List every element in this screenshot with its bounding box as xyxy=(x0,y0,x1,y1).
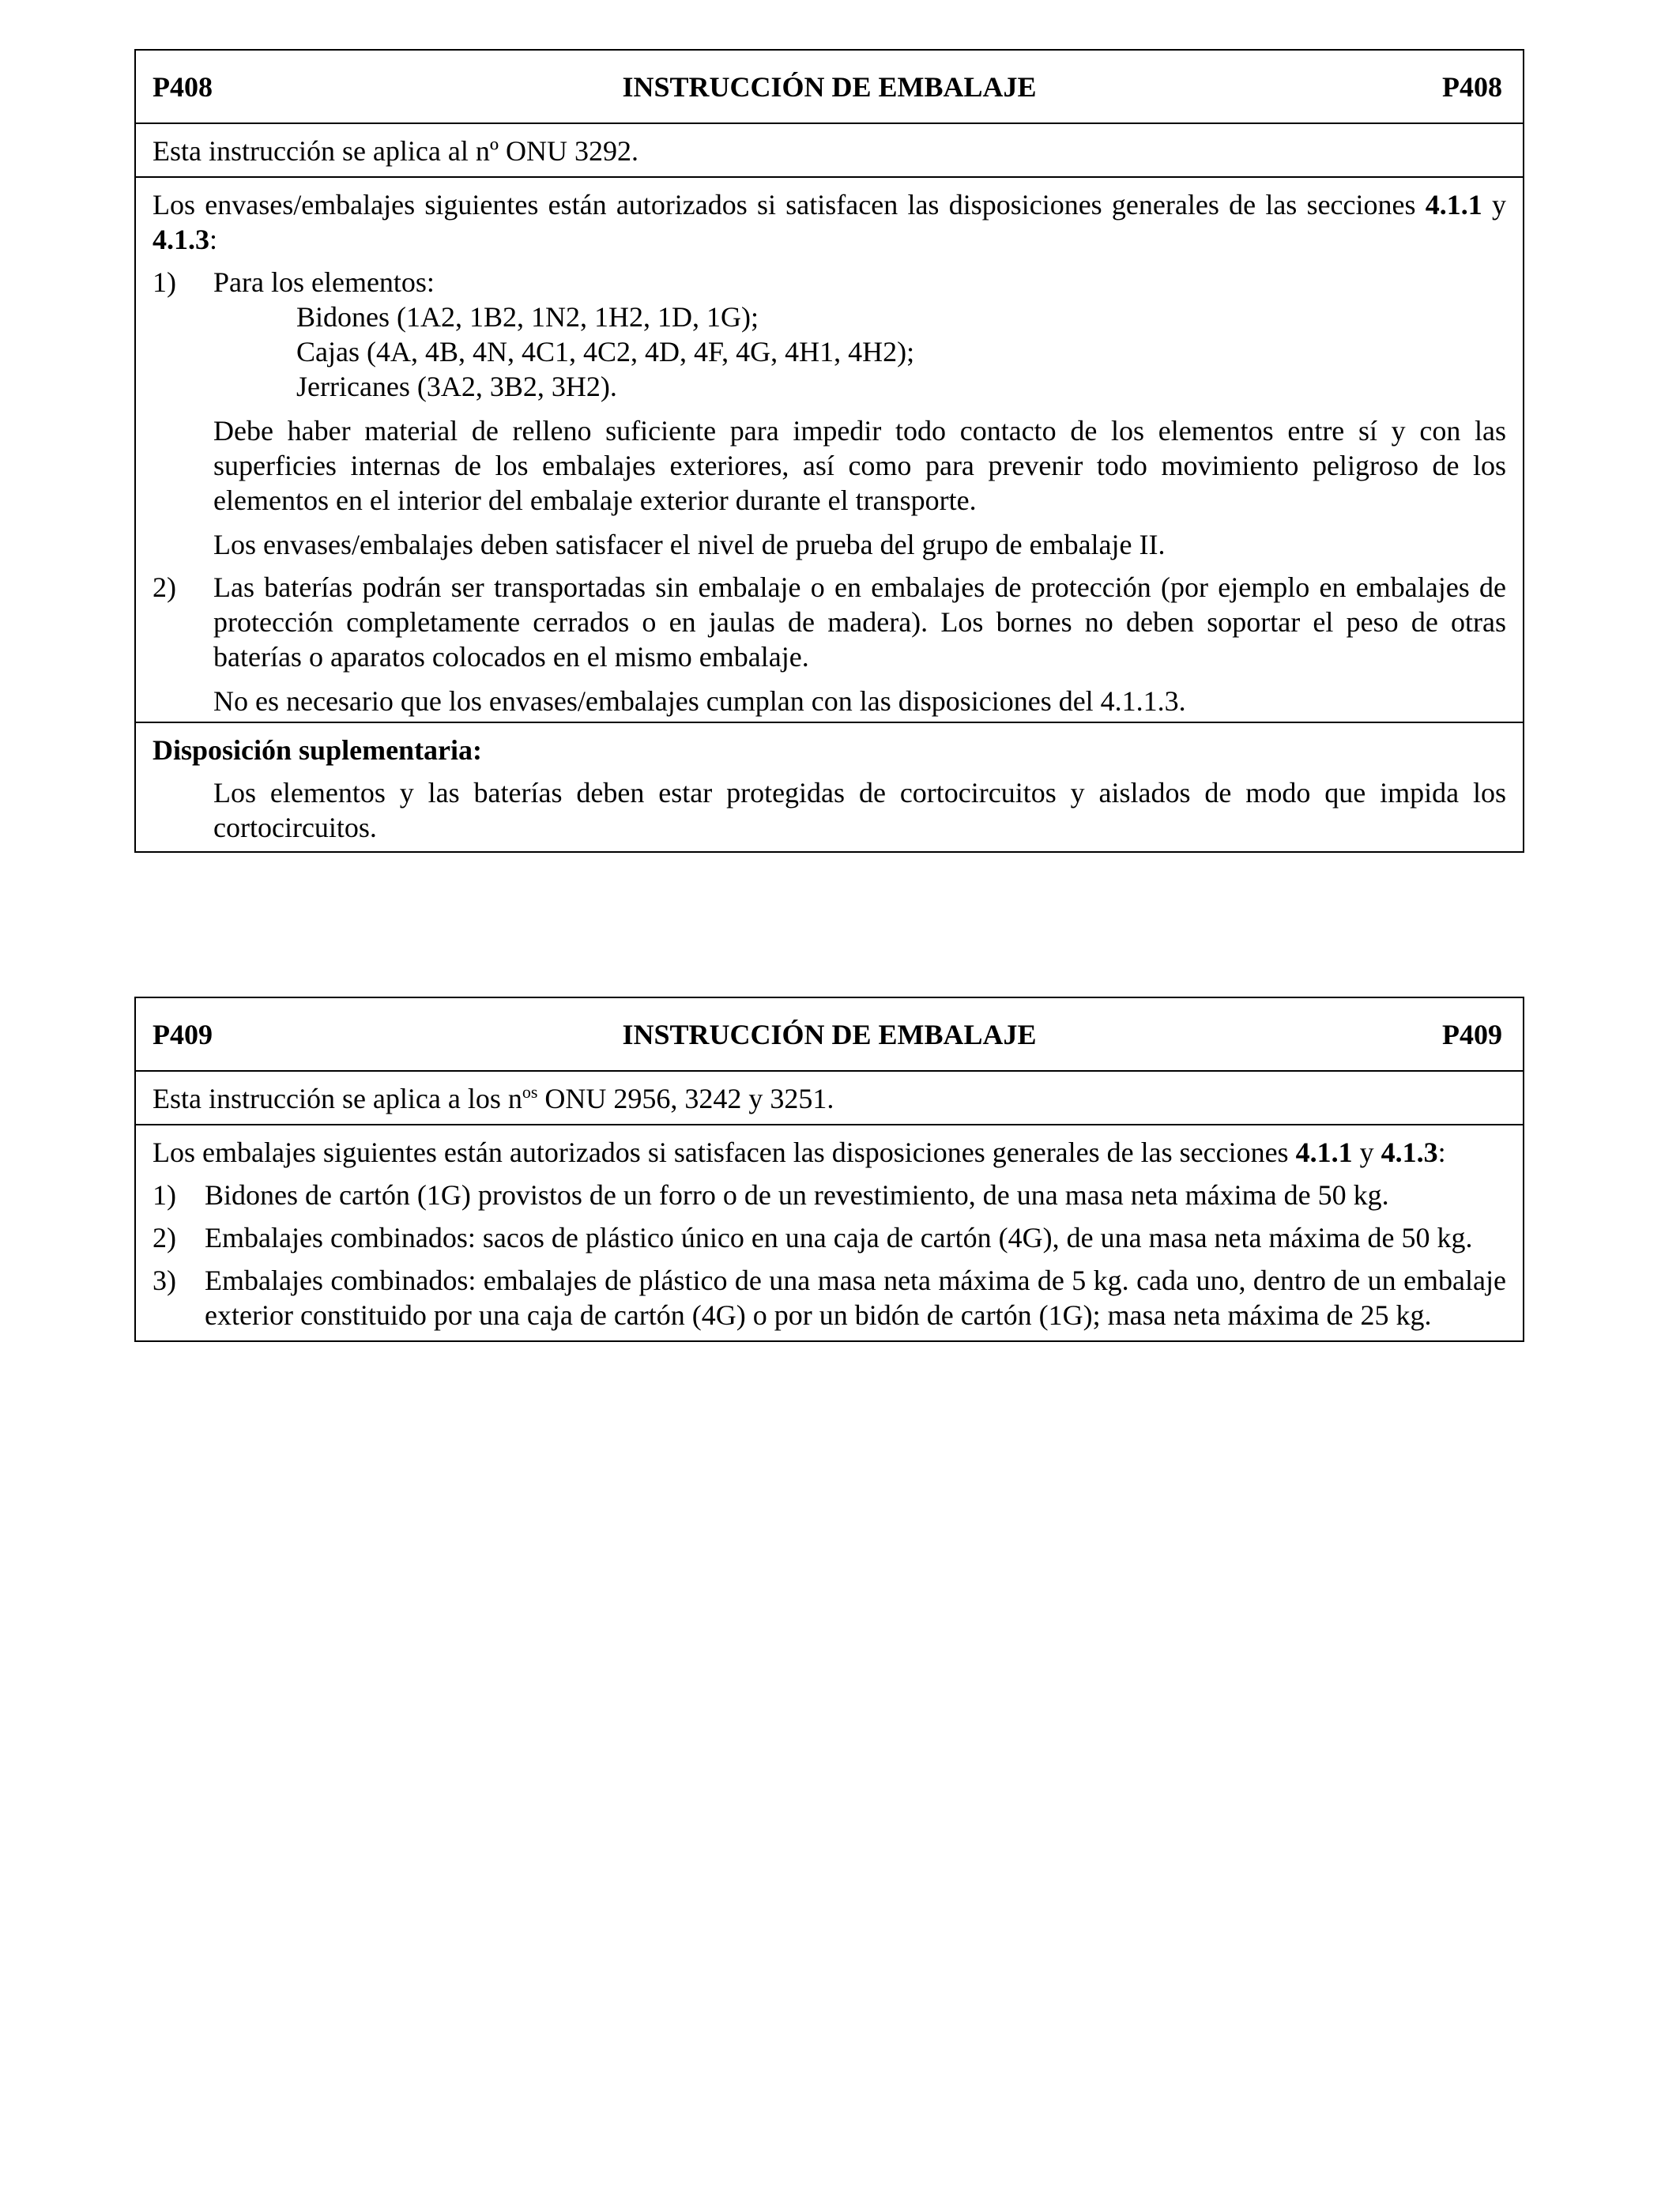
p408-intro: Los envases/embalajes siguientes están autorizados si satisfacen las disposiciones generales de las secciones 4.1.1 y 4.1.3: xyxy=(153,189,1506,255)
p409-code-right: P409 xyxy=(1442,1019,1502,1050)
p408-ref-413: 4.1.3 xyxy=(153,224,209,255)
p409-ref-411: 4.1.1 xyxy=(1295,1137,1353,1168)
p409-intro: Los embalajes siguientes están autorizados si satisfacen las disposiciones generales de las secciones 4.1.1 y 4.1.3: xyxy=(153,1137,1446,1168)
p408-item-2-text: Las baterías podrán ser transportadas sin embalaje o en embalajes de protección (por ejemplo en embalajes de protección completamente cerrados o en jaulas de madera). Los bornes no deben soportar el peso de otras baterías o aparatos colocados en el mismo embalaje. xyxy=(213,571,1506,673)
p408-item-1-paragraph-1: Debe haber material de relleno suficiente para impedir todo contacto de los elementos entre sí y con las superficies internas de los embalajes exteriores, así como para prevenir todo movimiento peligroso de los elementos en el interior del embalaje exterior durante el transporte. xyxy=(213,415,1506,516)
p408-item-2-number: 2) xyxy=(153,571,176,603)
p409-code-left: P409 xyxy=(153,1019,213,1050)
p409-applies: Esta instrucción se aplica a los $n^{os}$ ONU 2956, 3242 y 3251. xyxy=(136,1070,1523,1124)
p409-item-1-number: 1) xyxy=(153,1179,176,1211)
p409-applies-superscript: os xyxy=(522,1082,538,1102)
p409-item-1-text: Bidones de cartón (1G) provistos de un forro o de un revestimiento, de una masa neta máxima de 50 kg. xyxy=(205,1179,1389,1211)
p408-item-1-line-cajas: Cajas (4A, 4B, 4N, 4C1, 4C2, 4D, 4F, 4G, 4H1, 4H2); xyxy=(296,336,915,368)
p408-item-1-number: 1) xyxy=(153,266,176,298)
p409-instruction-box xyxy=(134,997,1524,1342)
p409-title: INSTRUCCIÓN DE EMBALAJE xyxy=(622,1019,1037,1050)
p409-item-2 xyxy=(153,1220,1506,1255)
p408-item-1-line-jerricanes: Jerricanes (3A2, 3B2, 3H2). xyxy=(296,371,617,402)
p408-header xyxy=(136,51,1523,123)
p408-supplementary xyxy=(136,722,1523,851)
p409-header xyxy=(136,998,1523,1070)
p409-ref-413: 4.1.3 xyxy=(1381,1137,1438,1168)
p408-instruction-box xyxy=(134,49,1524,853)
p408-item-1-paragraph-2: Los envases/embalajes deben satisfacer el nivel de prueba del grupo de embalaje II. xyxy=(213,529,1166,560)
p408-applies: Esta instrucción se aplica al nº ONU 3292. xyxy=(136,123,1523,176)
p409-item-3 xyxy=(153,1263,1506,1333)
p408-item-2-paragraph: No es necesario que los envases/embalajes cumplan con las disposiciones del 4.1.1.3. xyxy=(213,685,1186,717)
p409-item-2-number: 2) xyxy=(153,1222,176,1253)
p409-main xyxy=(136,1124,1523,1340)
p409-item-1 xyxy=(153,1178,1506,1212)
p408-item-1-lead: Para los elementos: xyxy=(213,266,435,298)
p408-supplementary-text: Los elementos y las baterías deben estar protegidas de cortocircuitos y aislados de modo que impida los cortocircuitos. xyxy=(213,777,1506,843)
p408-item-2 xyxy=(153,570,1506,718)
p408-code-right: P408 xyxy=(1442,71,1502,103)
p409-item-2-text: Embalajes combinados: sacos de plástico único en una caja de cartón (4G), de una masa neta máxima de 50 kg. xyxy=(205,1222,1473,1253)
p409-item-3-number: 3) xyxy=(153,1265,176,1296)
p408-supplementary-heading: Disposición suplementaria: xyxy=(153,734,483,766)
p409-item-3-text: Embalajes combinados: embalajes de plástico de una masa neta máxima de 5 kg. cada uno, dentro de un embalaje exterior constituido por una caja de cartón (4G) o por un bidón de cartón (1G); masa neta máxima de 25 kg. xyxy=(205,1265,1506,1331)
p408-title: INSTRUCCIÓN DE EMBALAJE xyxy=(622,71,1037,103)
p408-item-1-line-bidones: Bidones (1A2, 1B2, 1N2, 1H2, 1D, 1G); xyxy=(296,301,759,333)
p408-main xyxy=(136,176,1523,722)
p408-item-1 xyxy=(153,265,1506,562)
p408-ref-411: 4.1.1 xyxy=(1425,189,1482,221)
p408-code-left: P408 xyxy=(153,71,213,103)
